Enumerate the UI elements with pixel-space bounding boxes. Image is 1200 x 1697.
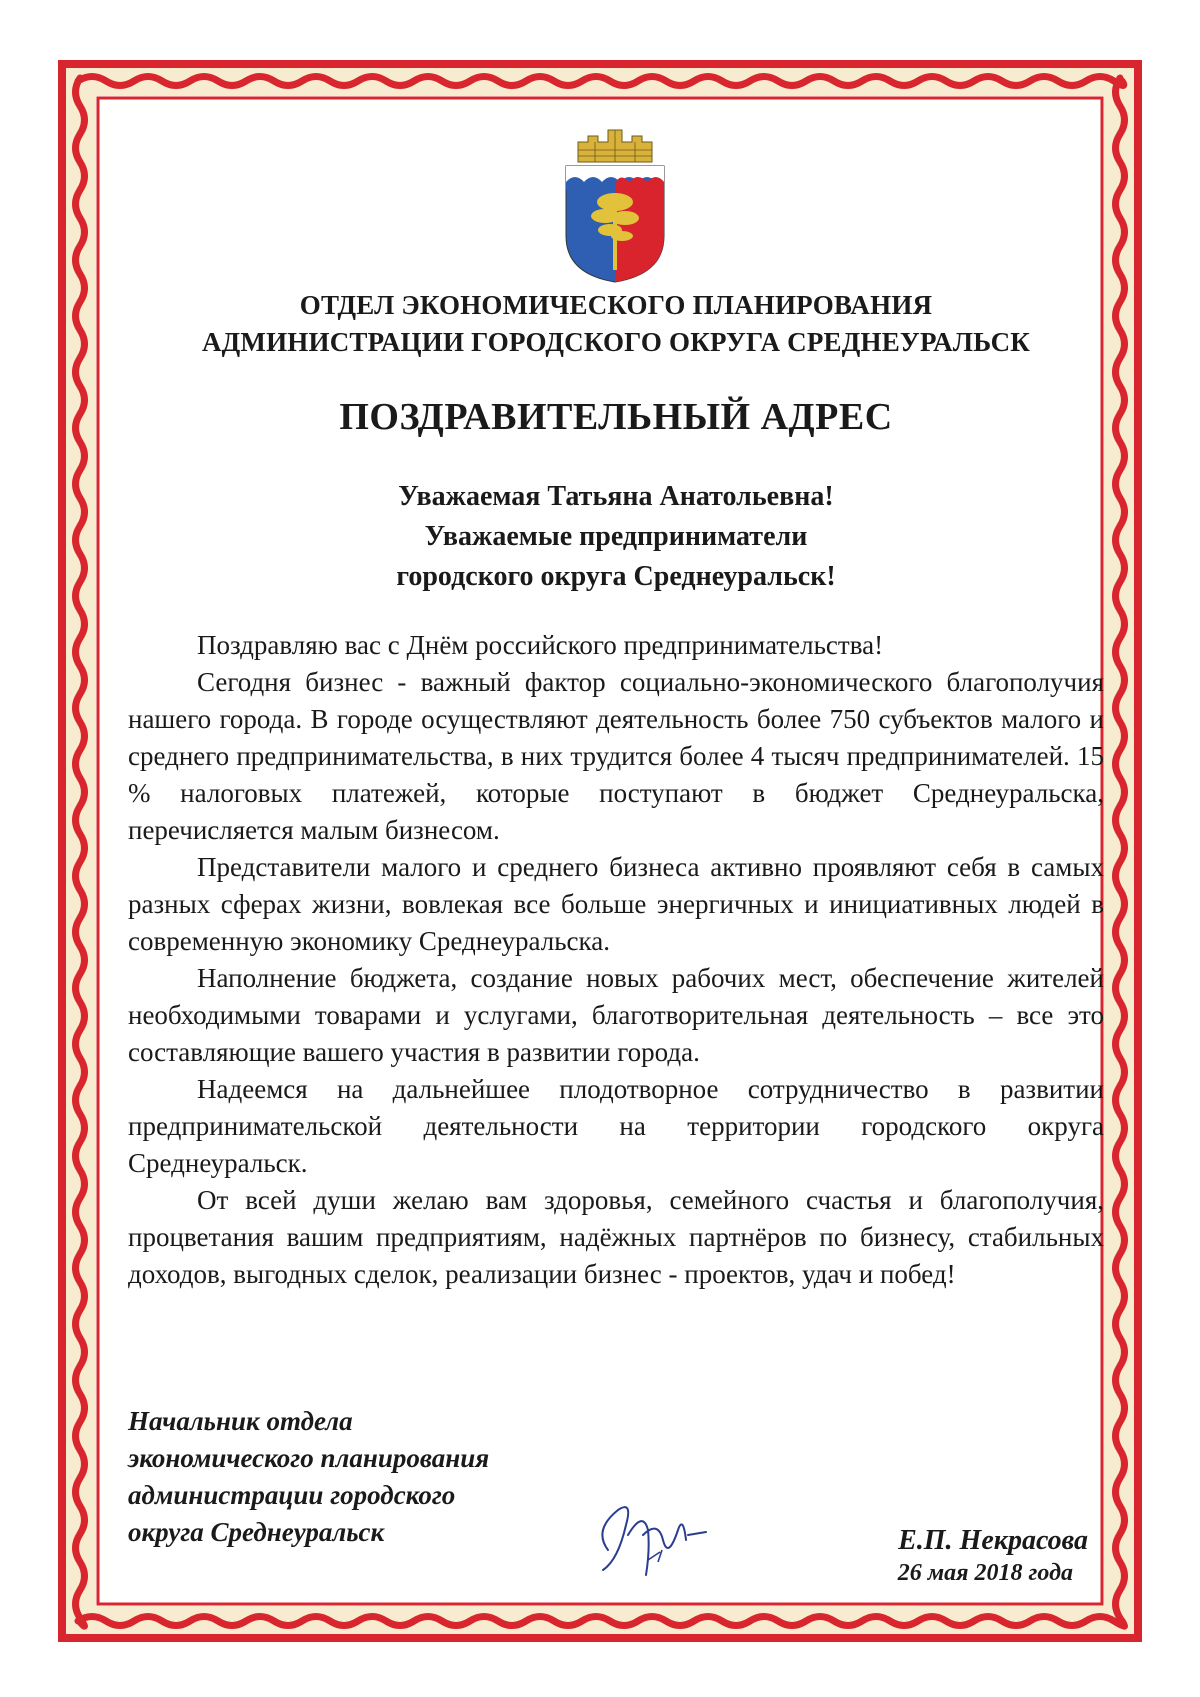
coat-of-arms-icon xyxy=(560,124,670,284)
paragraph-5: Надеемся на дальнейшее плодотворное сотрудничество в развитии предпринимательской деятельности на территории городского округа Среднеуральск. xyxy=(128,1074,1104,1178)
paragraph-3: Представители малого и среднего бизнеса активно проявляют себя в самых разных сферах жизни, вовлекая все больше энергичных и инициативных людей в современную экономику Среднеуральска. xyxy=(128,852,1104,956)
greeting-line-2: Уважаемые предприниматели xyxy=(424,521,808,552)
department-heading xyxy=(128,287,1104,361)
paragraph-4: Наполнение бюджета, создание новых рабочих мест, обеспечение жителей необходимыми товарами и услугами, благотворительная деятельность – все это составляющие вашего участия в развитии города. xyxy=(128,963,1104,1067)
department-line-1: ОТДЕЛ ЭКОНОМИЧЕСКОГО ПЛАНИРОВАНИЯ xyxy=(299,290,933,320)
signatory-line-2: экономического планирования xyxy=(128,1443,490,1473)
signatory-line-3: администрации городского xyxy=(128,1480,456,1510)
paragraph-1: Поздравляю вас с Днём российского предпринимательства! xyxy=(197,630,884,660)
handwritten-signature-icon xyxy=(588,1490,738,1590)
letter-body xyxy=(128,627,1104,1293)
department-line-2: АДМИНИСТРАЦИИ ГОРОДСКОГО ОКРУГА СРЕДНЕУРАЛЬСК xyxy=(201,327,1031,357)
signatory-title xyxy=(128,1403,628,1551)
greeting xyxy=(128,477,1104,597)
paragraph-2: Сегодня бизнес - важный фактор социально-экономического благополучия нашего города. В городе осуществляют деятельность более 750 субъектов малого и среднего предпринимательства, в них трудится более 4 тысяч предпринимателей. 15 % налоговых платежей, которые поступают в бюджет Среднеуральска, перечисляется малым бизнесом. xyxy=(128,667,1104,845)
document-date: 26 мая 2018 года xyxy=(897,1560,1073,1586)
greeting-line-3: городского округа Среднеуральск! xyxy=(396,561,836,592)
signatory-name: Е.П. Некрасова xyxy=(898,1525,1088,1556)
signatory-line-1: Начальник отдела xyxy=(128,1406,353,1436)
paragraph-6: От всей души желаю вам здоровья, семейного счастья и благополучия, процветания вашим предприятиям, надёжных партнёров по бизнесу, стабильных доходов, выгодных сделок, реализации бизнес - проектов, удач и побед! xyxy=(128,1185,1104,1289)
document-title: ПОЗДРАВИТЕЛЬНЫЙ АДРЕС xyxy=(339,396,893,438)
signatory-line-4: округа Среднеуральск xyxy=(128,1517,385,1547)
greeting-line-1: Уважаемая Татьяна Анатольевна! xyxy=(398,481,834,512)
